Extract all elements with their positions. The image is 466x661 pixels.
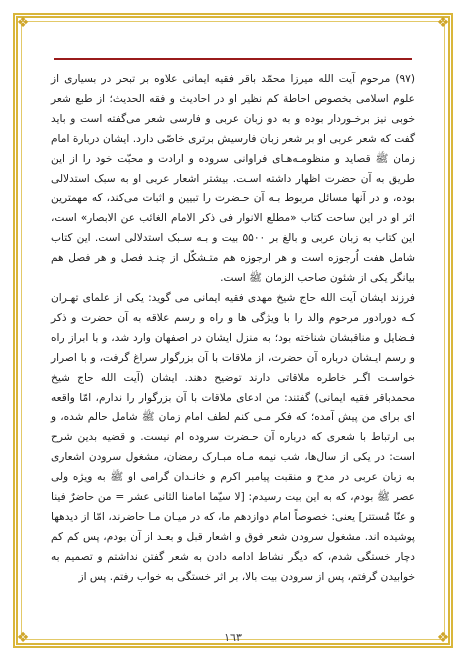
paragraph-2: فرزند ایشان آیت الله حاج شیخ مهدی فقیه ایمانی می گوید: یکی از علمای تهـران کـه دورادور مرحوم والد را با ویژگی ها و راه و رسم علاقه به آن حضرت و ذکر فـضایل و مناقبشان شناخته بود؛ به منزل ایشان در اصفهان وارد شد، و با ابراز راه و رسم ایـشان درباره آن حضرت، از ملاقات با آن بزرگوار سراغ گرفت، و با اصرار خواسـت اگـر خاطره ملاقاتی دارند توضیح دهند. ایشان (آیت الله حاج شیخ محمدباقر فقیه ایمانی) گفتند: من ادعای ملاقات با آن بزرگوار را ندارم، امّا واقعه ای برای من پیش آمده؛ که فکر مـی کنم لطف امام زمان ﷺ شامل حالم شده، و بی ارتباط با شعری که درباره آن حـضرت سروده ام نیست. و قضیه بدین شرح است: در یکی از سال‌ها، شب نیمه مـاه مبـارک رمضان، مشغول سرودن اشعاری به زبان عربی در مدح و منقبت پیامبر اکرم و خانـدان گرامی او ﷺ به ویژه ولی عصر ﷺ بودم، که به این بیت رسیدم: [لا سیّما امامنا الثانی عشر = من حاضرٌ فینا و عنّا مُستتر] یعنی: خصوصاً امام دوازدهم ما، که در میـان مـا حاضرند، امّا از دیدهها پوشیده اند. مشغول سرودن شعر فوق و اشعار قبل و بعـد از آن بودم، پس کم کم دچار خستگی شدم، که دیگر نشاط ادامه دادن به شعر گفتن نداشتم و تصمیم به خوابیدن گرفتم، پس از سرودن بیت بالا، بر اثر خستگی به خواب رفتم. پس از — [51, 291, 415, 583]
paragraph-1: (٩٧) مرحوم آیت الله میرزا محمّد باقر فقیه ایمانی علاوه بر تبحر در بسیاری از علوم اسلامی بخصوص احاطة کم نظیر او در احادیث و فقه الحدیث؛ از طبع شعر خوبی نیز برخـوردار بوده و به دو زبان عربی و فارسی شعر می‌گفته است و باید گفت که شعر عربی او بر شعر زبان فارسیش برتری خاصّی دارد. ایشان دربارة امام زمان ﷺ قصاید و منظومـه‌هـای فراوانی سروده و ارادت و محبّت خود را از این طریق به آن حضرت اظهار داشته اسـت. بیشتر اشعار عربی او به سبک استدلالی بوده، و در آنها مسائل مربوط بـه آن حـضرت را تبیین و اثبات می‌کند، که مهمترین اثر او در این ساحت کتاب «مطلع الانوار فی ذکر الامام الغائب عن الابصار» است، این کتاب به زبان عربی و بالغ بر ۵۵۰۰ بیت و بـه سـبک استدلالی است. این کتاب شامل هفت اُرجوزه است و هر ارجوزه هم متـشکّل از چنـد فصل و هر فصل هم بیانگر یکی از شئون صاحب الزمان ﷺ است. — [51, 73, 416, 285]
corner-ornament-icon: ❖ — [436, 15, 450, 31]
corner-ornament-icon: ❖ — [16, 630, 30, 646]
body-text — [51, 70, 415, 588]
header-rule — [54, 58, 412, 60]
page-number: ١٦٣ — [224, 631, 242, 644]
corner-ornament-icon: ❖ — [16, 15, 30, 31]
corner-ornament-icon: ❖ — [436, 630, 450, 646]
